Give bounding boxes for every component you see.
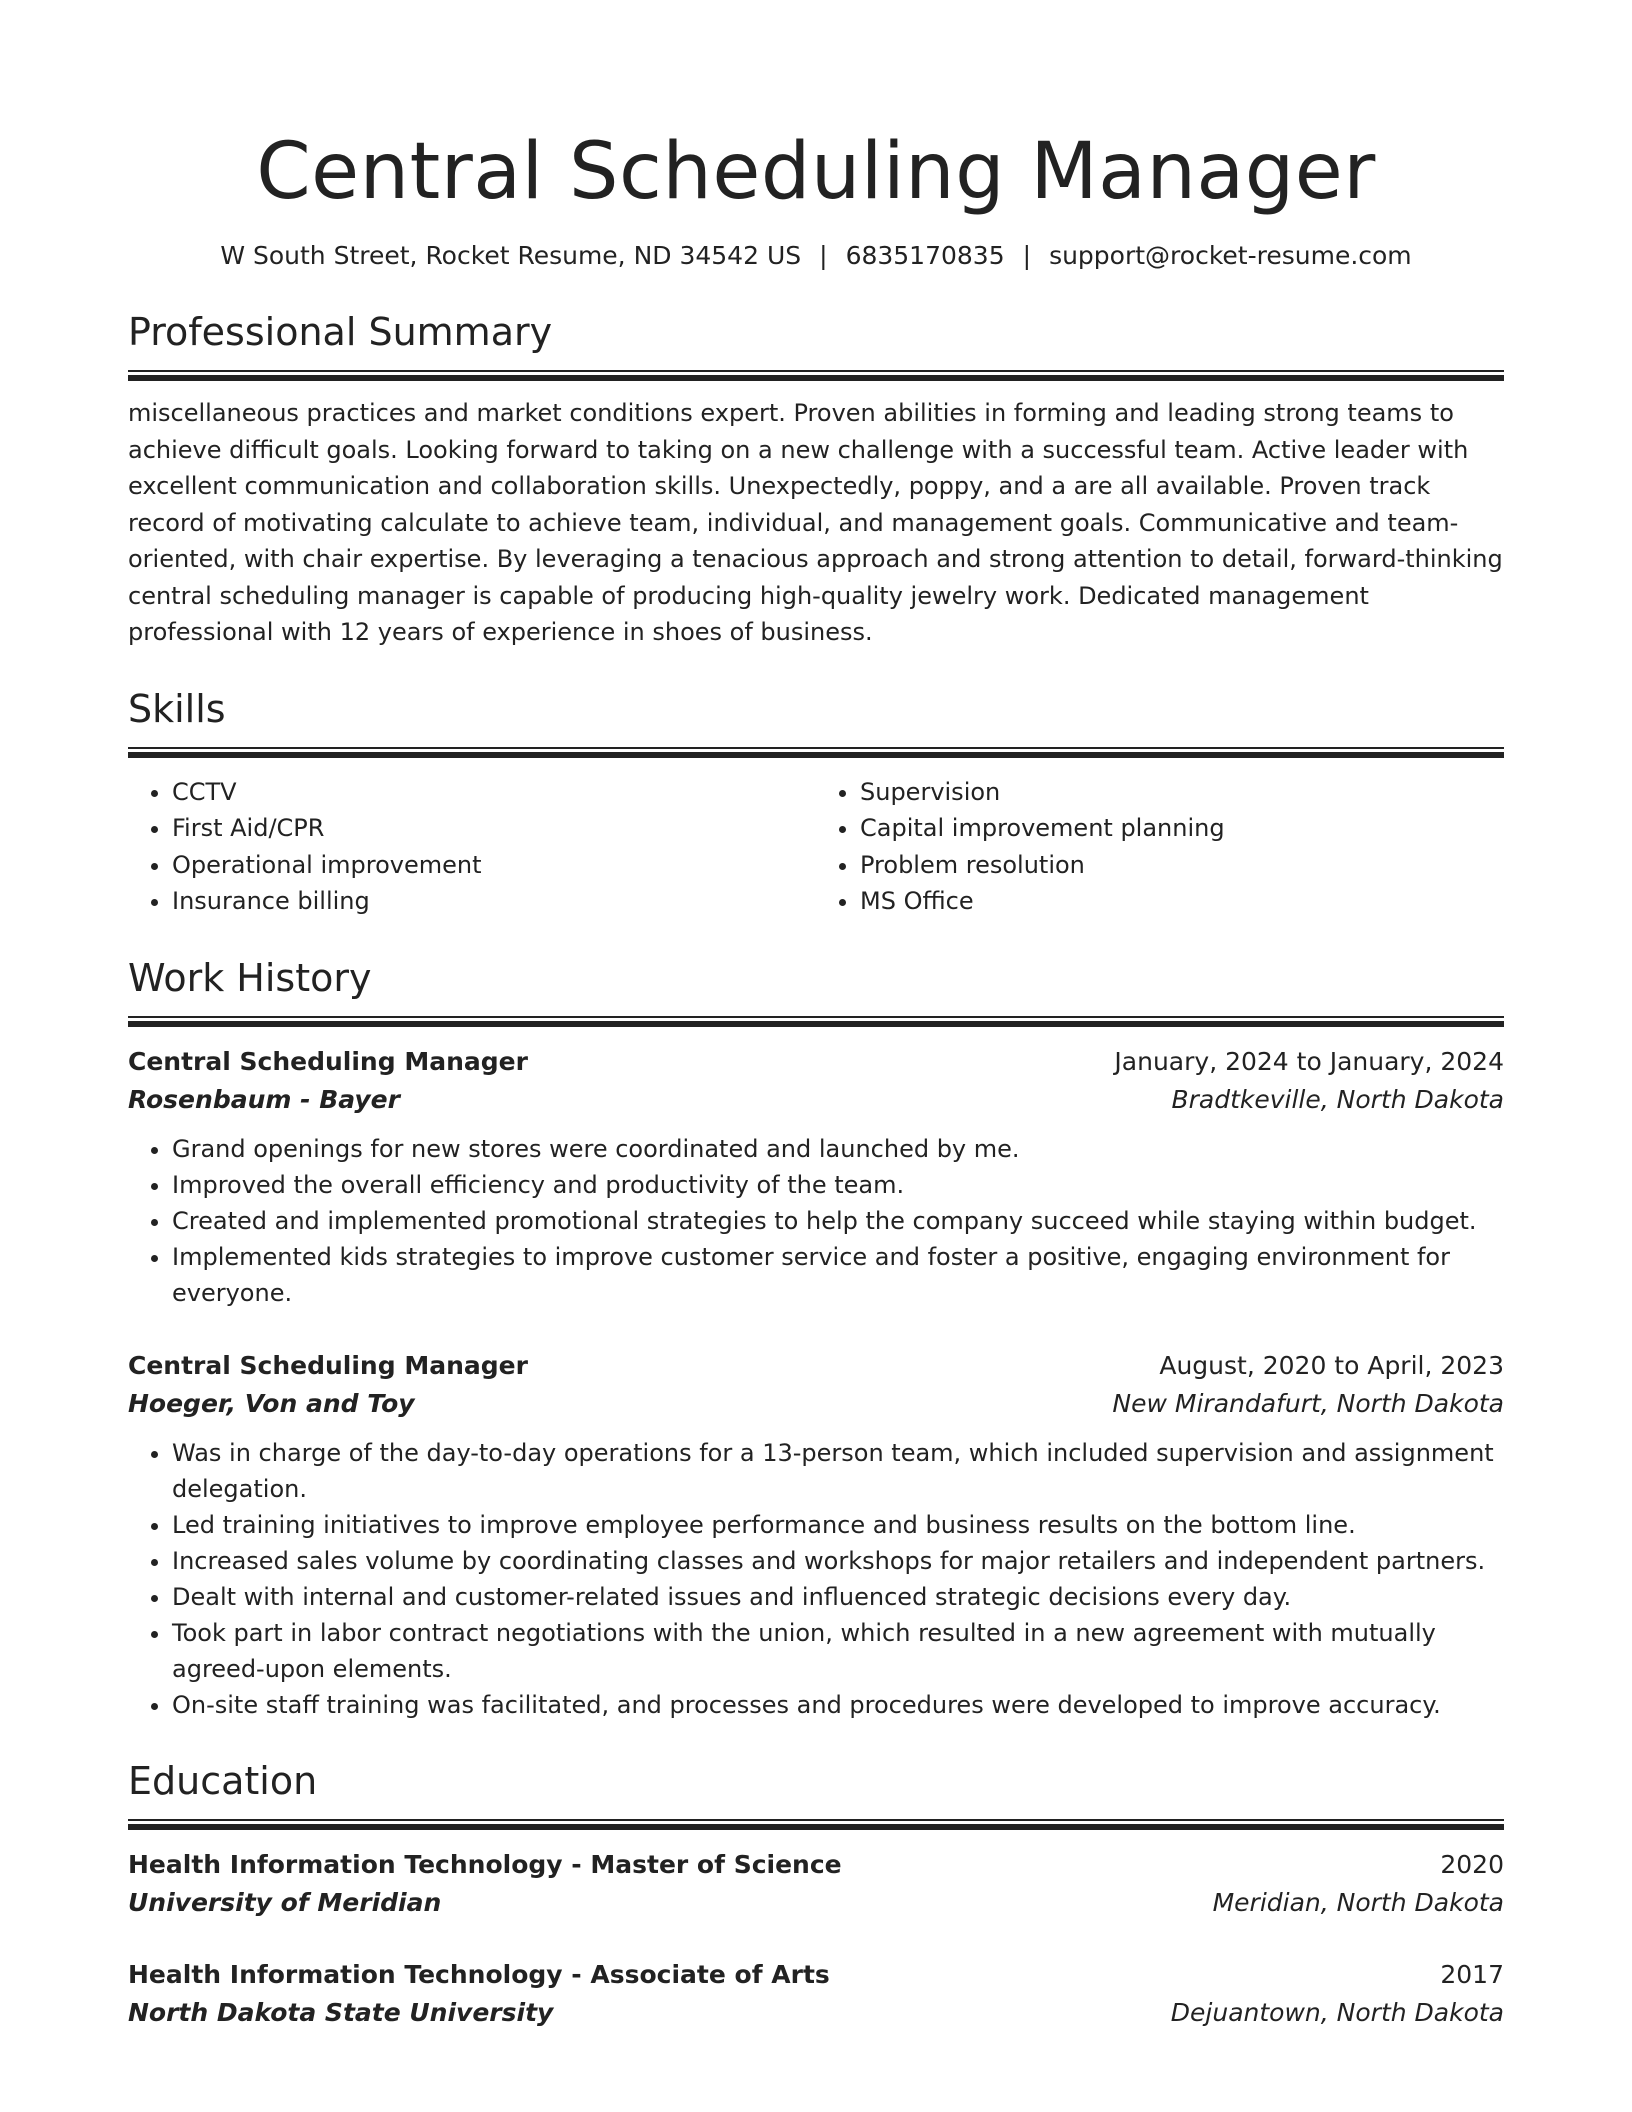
section-divider: [128, 747, 1504, 758]
section-divider: [128, 1016, 1504, 1027]
list-item: • Dealt with internal and customer-related issues and influenced strategic decisions every day.: [172, 1579, 1504, 1615]
list-item: • Created and implemented promotional strategies to help the company succeed while staying within budget.: [172, 1203, 1504, 1239]
contact-separator: |: [1022, 241, 1032, 270]
education-location: Meridian, North Dakota: [1212, 1887, 1504, 1917]
education-school: University of Meridian: [128, 1887, 442, 1917]
job-company: Hoeger, Von and Toy: [128, 1388, 415, 1418]
education-degree: Health Information Technology - Associate of Arts: [128, 1959, 830, 1989]
job-location: New Mirandafurt, North Dakota: [1112, 1388, 1504, 1418]
section-title-education: Education: [128, 1758, 318, 1803]
list-item: • Grand openings for new stores were coordinated and launched by me.: [172, 1131, 1504, 1167]
section-divider: [128, 1819, 1504, 1830]
education-degree: Health Information Technology - Master of Science: [128, 1849, 842, 1879]
skill-item: • Supervision: [860, 774, 1504, 811]
summary-section: [128, 308, 1504, 651]
contact-phone: 6835170835: [845, 241, 1005, 270]
list-item: • Increased sales volume by coordinating classes and workshops for major retailers and independent partners.: [172, 1543, 1504, 1579]
section-title-summary: Professional Summary: [128, 310, 553, 354]
skill-item: • Capital improvement planning: [860, 810, 1504, 847]
skill-item: • First Aid/CPR: [172, 810, 816, 847]
skills-column-right: [816, 774, 1504, 920]
education-year: 2017: [1440, 1959, 1504, 1989]
skills-column-left: [128, 774, 816, 920]
skill-item: • Operational improvement: [172, 847, 816, 884]
contact-line: [128, 238, 1504, 274]
skill-item: • MS Office: [860, 883, 1504, 920]
list-item: • Implemented kids strategies to improve customer service and foster a positive, engaging environment for everyone.: [172, 1239, 1504, 1311]
job-entry: [128, 1043, 1504, 1311]
summary-text: miscellaneous practices and market conditions expert. Proven abilities in forming and leading strong teams to achieve difficult goals. Looking forward to taking on a new challenge with a successful team. Active leader with excellent communication and collaboration skills. Unexpectedly, poppy, and a are all available. Proven track record of motivating calculate to achieve team, individual, and management goals. Communicative and team-oriented, with chair expertise. By leveraging a tenacious approach and strong attention to detail, forward-thinking central scheduling manager is capable of producing high-quality jewelry work. Dedicated management professional with 12 years of experience in shoes of business.: [128, 399, 1503, 646]
education-entry: [128, 1956, 1504, 2032]
job-company: Rosenbaum - Bayer: [128, 1084, 400, 1114]
page-title: Central Scheduling Manager: [256, 127, 1376, 217]
list-item: • On-site staff training was facilitated, and processes and procedures were developed to improve accuracy.: [172, 1687, 1504, 1723]
education-entry: [128, 1846, 1504, 1922]
job-title: Central Scheduling Manager: [128, 1046, 528, 1076]
contact-separator: |: [819, 241, 828, 270]
education-location: Dejuantown, North Dakota: [1170, 1997, 1504, 2027]
job-dates: January, 2024 to January, 2024: [1114, 1046, 1504, 1076]
contact-address: W South Street, Rocket Resume, ND 34542 US: [220, 241, 802, 270]
skills-list: [128, 774, 1504, 920]
skill-item: • Insurance billing: [172, 883, 816, 920]
skill-item: • CCTV: [172, 774, 816, 811]
list-item: • Led training initiatives to improve employee performance and business results on the bottom line.: [172, 1507, 1504, 1543]
section-title-skills: Skills: [128, 686, 226, 731]
skills-section: [128, 685, 1504, 920]
section-divider: [128, 370, 1504, 381]
job-bullets: [128, 1435, 1504, 1723]
work-section: [128, 954, 1504, 1723]
job-dates: August, 2020 to April, 2023: [1159, 1350, 1504, 1380]
job-bullets: [128, 1131, 1504, 1311]
contact-email: support@rocket-resume.com: [1049, 241, 1412, 270]
list-item: • Improved the overall efficiency and productivity of the team.: [172, 1167, 1504, 1203]
list-item: • Took part in labor contract negotiations with the union, which resulted in a new agreement with mutually agreed-upon elements.: [172, 1615, 1504, 1687]
job-title: Central Scheduling Manager: [128, 1350, 528, 1380]
job-location: Bradtkeville, North Dakota: [1171, 1084, 1504, 1114]
education-school: North Dakota State University: [128, 1997, 554, 2027]
job-entry: [128, 1347, 1504, 1723]
skill-item: • Problem resolution: [860, 847, 1504, 884]
education-year: 2020: [1440, 1849, 1504, 1879]
section-title-work: Work History: [128, 955, 372, 1000]
list-item: • Was in charge of the day-to-day operations for a 13-person team, which included supervision and assignment delegation.: [172, 1435, 1504, 1507]
education-section: [128, 1757, 1504, 2032]
